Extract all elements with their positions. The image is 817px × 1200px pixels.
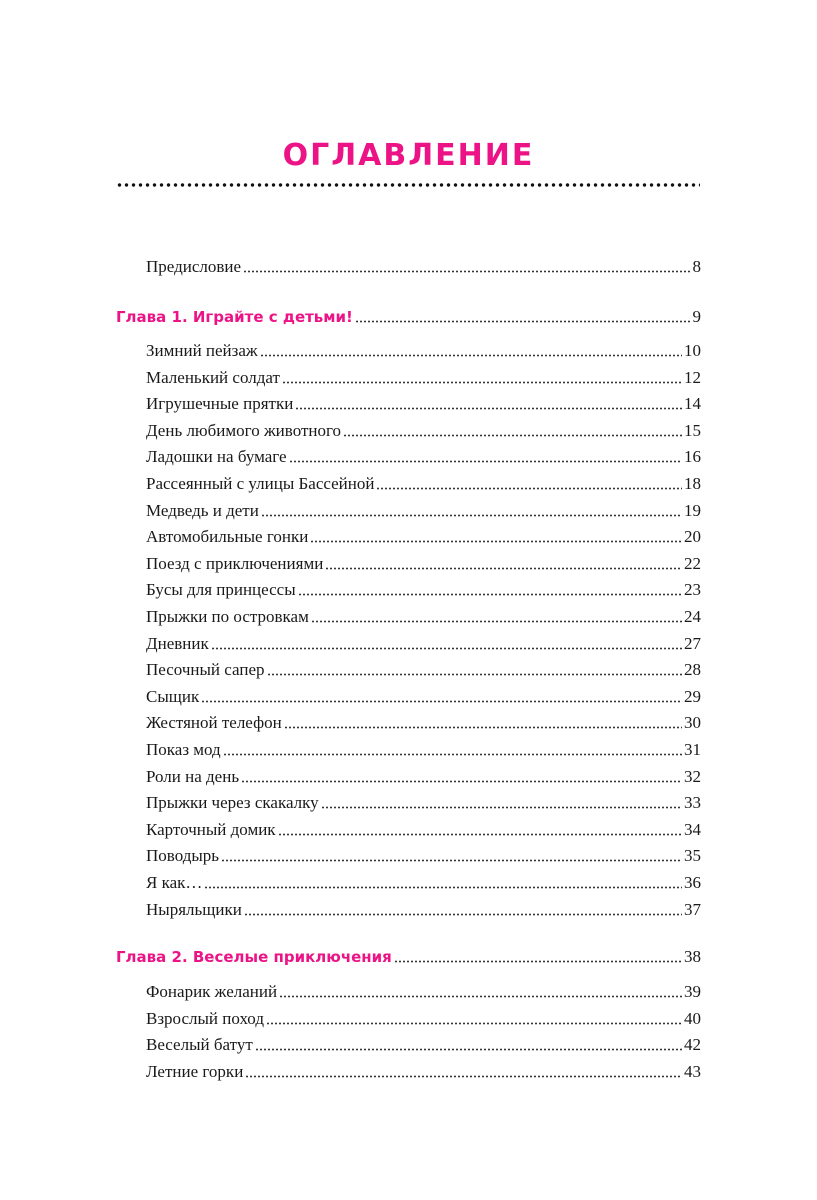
toc-entry[interactable] [146,766,701,788]
toc-entry[interactable] [146,606,701,628]
toc-entry[interactable] [146,981,701,1003]
toc-entry-label: Веселый батут [146,1035,253,1055]
toc-page-number: 32 [684,766,701,786]
dot-leader [295,407,682,410]
toc-entry-label: Взрослый поход [146,1008,264,1028]
dot-leader [325,567,682,570]
toc-entry[interactable] [146,819,701,841]
toc-chapter-label: Глава 2. Веселые приключения [116,948,392,966]
dot-leader [267,673,683,676]
toc-page-number: 19 [684,500,701,520]
dot-leader [201,700,682,703]
toc-page-number: 28 [684,660,701,680]
dot-leader [289,460,682,463]
dot-leader [223,753,682,756]
toc-entry[interactable] [146,739,701,761]
toc-page-number: 31 [684,740,701,759]
toc-chapter-label: Глава 1. Играйте с детьми! [116,308,353,326]
toc-entry-label: Показ мод [146,740,221,759]
dot-leader [311,620,682,623]
dot-leader [343,434,682,437]
toc-page-number: 27 [684,633,701,653]
toc-entry[interactable] [146,553,701,575]
dot-leader [310,540,682,543]
toc-entry[interactable] [146,420,701,442]
toc-entry-label: Сыщик [146,686,200,706]
dot-leader [278,833,682,836]
toc-page-number: 18 [684,474,701,493]
toc-entry[interactable] [146,633,701,655]
toc-page-number: 39 [684,982,701,1001]
dot-leader [221,859,682,862]
toc-entry[interactable] [146,872,701,894]
toc-page-number: 24 [684,607,701,626]
toc-entry[interactable] [146,393,701,415]
toc-page-number: 36 [684,873,701,892]
toc-entry-label: Поводырь [146,846,220,866]
dot-leader [279,995,682,998]
dot-leader [321,806,682,809]
toc-page-number: 16 [684,447,701,467]
toc-entry[interactable] [146,712,701,734]
dot-leader [266,1022,682,1025]
dot-leader [260,354,682,357]
dot-leader [282,381,682,384]
toc-entry[interactable] [146,792,701,814]
dot-leader [355,320,691,323]
toc-page-number: 37 [684,899,701,919]
toc-chapter-1[interactable] [116,306,701,328]
toc-page-number: 29 [684,686,701,706]
toc-page-number: 40 [684,1008,701,1028]
toc-entry-label: Я как… [146,873,203,892]
toc-page-number: 9 [692,307,701,326]
toc-entry[interactable] [146,446,701,468]
toc-entry-label: Зимний пейзаж [146,341,258,360]
toc-entry[interactable] [146,367,701,389]
toc-entry-label: Фонарик желаний [146,982,278,1001]
toc-entry-label: Автомобильные гонки [146,527,309,547]
toc-entry[interactable] [146,1008,701,1030]
toc-entry-label: Бусы для принцессы [146,580,296,600]
toc-page-number: 33 [684,793,701,813]
toc-page-number: 34 [684,819,701,839]
toc-entry-preface[interactable] [146,256,701,278]
dot-leader [376,487,682,490]
toc-entry[interactable] [146,686,701,708]
toc-entry-label: Ладошки на бумаге [146,447,287,467]
toc-entry[interactable] [146,340,701,362]
toc-entry-label: Медведь и дети [146,500,259,520]
toc-page-number: 15 [684,420,701,440]
toc-page-number: 35 [684,846,701,866]
toc-entry[interactable] [146,500,701,522]
toc-entry-label: Прыжки через скакалку [146,793,319,813]
toc-entry-label: Ныряльщики [146,899,242,919]
toc-entry-label: Игрушечные прятки [146,394,294,414]
toc-entry[interactable] [146,845,701,867]
toc-page-number: 43 [684,1061,701,1081]
toc-entry-label: Жестяной телефон [146,713,282,733]
toc-page-number: 8 [692,257,701,276]
toc-page-number: 20 [684,527,701,547]
toc-page-number: 10 [684,341,701,360]
dot-leader [245,1075,682,1078]
toc-entry[interactable] [146,526,701,548]
dot-leader [255,1048,682,1051]
toc-page-number: 14 [684,394,701,414]
toc-page-number: 22 [684,553,701,573]
toc-page-number: 38 [684,947,701,966]
dot-leader [298,593,682,596]
toc-page-number: 12 [684,367,701,387]
dot-leader [243,270,690,273]
toc-entry-label: Рассеянный с улицы Бассейной [146,474,375,493]
dot-leader [284,726,682,729]
toc-entry[interactable] [146,579,701,601]
dot-leader [394,960,682,963]
dot-leader [261,514,682,517]
page-title: ОГЛАВЛЕНИЕ [282,138,535,173]
toc-page-number: 42 [684,1035,701,1055]
toc-entry[interactable] [146,659,701,681]
dot-leader [211,647,682,650]
toc-entry-label: Карточный домик [146,819,276,839]
toc-entry-label: Маленький солдат [146,367,280,387]
toc-entry-label: Поезд с приключениями [146,553,324,573]
toc-entry[interactable] [146,1061,701,1083]
toc-entry-label: Прыжки по островкам [146,607,309,626]
toc-entry-label: День любимого животного [146,420,342,440]
toc-entry-label: Дневник [146,633,209,653]
toc-entry-label: Роли на день [146,766,240,786]
dot-leader [204,886,682,889]
toc-entry-label: Летние горки [146,1061,244,1081]
toc-entry[interactable] [146,1034,701,1056]
toc-entry-label: Песочный сапер [146,660,265,680]
toc-entry-label: Предисловие [146,257,242,276]
toc-chapter-2[interactable] [116,946,701,968]
toc-page-number: 30 [684,713,701,733]
dot-leader [244,913,682,916]
toc-entry[interactable] [146,899,701,921]
toc-entry[interactable] [146,473,701,495]
dot-leader [241,780,682,783]
toc-page-number: 23 [684,580,701,600]
